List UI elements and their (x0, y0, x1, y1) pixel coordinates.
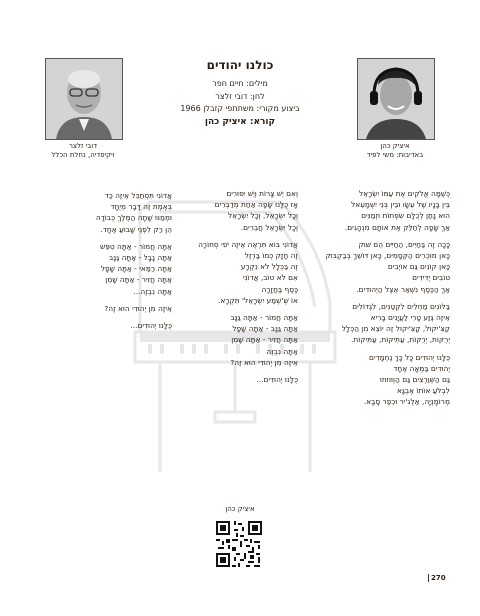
portrait-image (46, 59, 122, 139)
lyrics-line: אוֹ שְׁ'שְׁמַע יִשְׂרָאֵל' תִּקְרָא. (218, 295, 298, 305)
lyrics-line: זֶה בַּכְּלָל לֹא נִקְרָע (240, 262, 298, 272)
lyrics-line: אִם לֹא טוֹב, אֲדוֹנִי (242, 273, 298, 283)
song-title: כולנו יהודים (206, 58, 274, 72)
lyrics-stanza (44, 190, 172, 235)
lyrics-line: וְכָל יִשְׂרָאֵל חֲבֵרִים. (240, 222, 298, 232)
page-number-value: 270 (431, 574, 446, 582)
lyrics-line: אֲדוֹנִי בּוֹא תִּרְאֶה אֵיזֶה יֹפִי סְחוֹרָה (198, 239, 298, 249)
lyrics-line: קַצִּ'יקוּל, קַצִּ'יקוּל זֶה יוֹצֵא מִן הַכְּלָל (341, 324, 450, 334)
photo-caption-name: איציק כהן (380, 142, 410, 150)
lyrics-line: אַתָּה נִבְזֶה... (133, 286, 172, 296)
page-number (428, 574, 446, 582)
lyrics-line: בַּלּוֹנִים מַחְלִים לִקְטַנִּים, לִגְדוֹלִים (352, 301, 450, 311)
photo-caption-name: דובי זלצר (68, 142, 98, 150)
lyrics-line: לִבְלֹעַ אוֹתוֹ אֶבְגָּא (396, 386, 450, 396)
lyrics-line: וּמְמַנּוּ שָׁתָה הַמֶּלֶךְ כְּבוֹדָהּ (95, 213, 172, 223)
lyrics-credit: מילים: חיים חפר (212, 79, 268, 88)
lyrics-line: הֵן רַק לִפְנֵי שָׁבוּעַ אֶחָד. (100, 224, 172, 234)
lyrics-stanza (322, 239, 450, 295)
lyrics-line: אַתָּה חֲזִיר - אַתָּה שָׁמֵן (105, 275, 172, 285)
photo-caption-right (340, 142, 450, 160)
lyrics-stanza (44, 303, 172, 314)
lyrics-stanza (322, 352, 450, 408)
lyrics-line: כָּאן קוֹנִים גַּם אוֹיְבִים (387, 262, 450, 272)
photo-credit: באדיבות: משי לפיד (366, 151, 424, 159)
lyrics-line: אַתָּה נִבְזֶה (266, 346, 298, 356)
lyrics-column-1 (322, 188, 450, 414)
lyrics-line: אַתָּה חֲמוֹר - אַתָּה גַּנָּב (230, 313, 298, 323)
lyrics-line: טוֹבִים יְדִידִים (412, 273, 450, 283)
lyrics-stanza (170, 188, 298, 233)
lyrics-line: כָּכָה זֶה בַּחַיִּים, הַחַיִּים הֵם שׁוּק (358, 239, 450, 249)
lyrics-line: אַךְ שָׂפָה לְחַלֵּק אֶת אוֹתָם מִנְהָגִים. (344, 222, 450, 232)
lyrics-line: אַךְ הַכֶּסֶף נִשְׁאַר אֵצֶל הַיְּהוּדִים. (356, 284, 450, 294)
lyrics-line: כֻּלָּנוּ יְהוּדִים כָּל כָּךְ נֶחְמָדִים (369, 352, 450, 362)
lyrics-line: זֶה חָזָק כְּמוֹ בַּרְזֶל (244, 251, 298, 261)
page-number-divider (428, 574, 429, 582)
lyrics-line: אַתָּה גַּנָּב - אַתָּה שָׁפָל (232, 324, 298, 334)
lyrics-line: אַתָּה חֲמוֹר - אַתָּה טִפֵּשׁ (100, 241, 172, 251)
lyrics-line: מְרוֹמָנְיָה, אַלְג'יר וּכְפַר סָבָא. (363, 397, 450, 407)
lyrics-line: אַתָּה נָבָל - אַתָּה גַּנָּב (108, 253, 172, 263)
lyrics-line: וְאִם יֵשׁ צָרוֹת וְיֵשׁ יִסּוּרִים (226, 189, 298, 198)
qr-code-icon (214, 519, 264, 569)
qr-label: איציק כהן (225, 505, 255, 513)
lyrics-stanza (44, 241, 172, 297)
lyrics-line: וְכָל יִשְׂרָאֵל, וְכָל יִשְׂרָאֵל (227, 211, 298, 221)
lyrics-stanza (322, 301, 450, 346)
lyrics-column-2 (170, 188, 298, 391)
lyrics-line: אַתָּה חֲזִיר - אַתָּה שָׁמֵן (231, 335, 298, 345)
lyrics-line: כְּשֶׁמָּה אֱלֹקִים אֶת עַמּוֹ יִשְׂרָאֵל (358, 189, 450, 198)
lyrics-line: כֶּסֶף בַּחֲזָרָה (261, 284, 298, 294)
portrait-photo-dubi-zeltzer (45, 58, 123, 140)
lyrics-line: גַּם הַשְּׁוַרְצִים גַּם הַוְוּוזוּזוּ (379, 375, 450, 385)
music-credit: לחן: דובי זלצר (215, 91, 265, 101)
lyrics-stanza (170, 374, 298, 385)
lyrics-line: אֵיזֶה מִן יְהוּדִי הוּא זֶה? (230, 357, 298, 367)
performance-credit: ביצוע מקורי: משתתפי קזבלן 1966 (180, 104, 300, 113)
lyrics-line: כָּאן מוֹכְרִים הַקְּסָמִים, כָּאן דּוֹשֵׁךְ בְּבַקְבּוּק (325, 251, 450, 261)
lyrics-line: אֵיזֶה מִן יְהוּדִי הוּא זֶה? (104, 303, 172, 313)
lyrics-line: יְהוּדִים בַּמְּאָה אֶחָד (393, 363, 450, 373)
lyrics-stanza (170, 239, 298, 306)
lyrics-stanza (322, 188, 450, 233)
lyrics-line: אָז כֻּלָּנוּ שָׂפָה אַחַת מְדַבְּרִים (214, 200, 298, 210)
photo-caption-left (30, 142, 136, 160)
lyrics-stanza (170, 312, 298, 368)
lyrics-line: אֲדוֹנִי תִּסְתַּכֵּל אֵיזֶה כַּד (104, 191, 172, 200)
lyrics-line: בְּאֶמֶת זֶה דָּבָר מְיֻחָד (110, 202, 172, 212)
song-credits (170, 78, 310, 128)
lyrics-line: אֵיזֶה גֶּזַע טָרִי לַעֲיָנִים בָּרִיא (370, 313, 450, 323)
photo-credit: ויקיפדיה, נחלת הכלל (51, 151, 115, 159)
lyrics-line: אַתָּה רַמַּאי - אַתָּה שָׁפָל (100, 264, 172, 274)
portrait-photo-itzik-cohen (357, 58, 435, 140)
lyrics-column-3 (44, 190, 172, 337)
qr-code[interactable] (214, 519, 264, 569)
lyrics-line: יְרֻקּוֹת, יְרֻקּוֹת, עַתִּיקוֹת, עַתִּיקוֹת. (351, 335, 450, 345)
lyrics-line: בֵּין בָּנָיו שֶׁל עֵשָׂו וּבֵין בְּנֵי יִשְׁמָעֵאל (351, 200, 450, 210)
lyrics-line: הוּא נָתַן לְכֻלָּם שִׂפְתוֹת וּזְמַנִּים (361, 211, 450, 221)
reader-credit: קורא: איציק כהן (204, 116, 276, 127)
lyrics-stanza (44, 320, 172, 331)
portrait-image (358, 59, 434, 139)
lyrics-line: כֻּלָּנוּ יְהוּדִים... (130, 321, 172, 331)
lyrics-line: כֻּלָּנוּ יְהוּדִים... (256, 375, 298, 385)
